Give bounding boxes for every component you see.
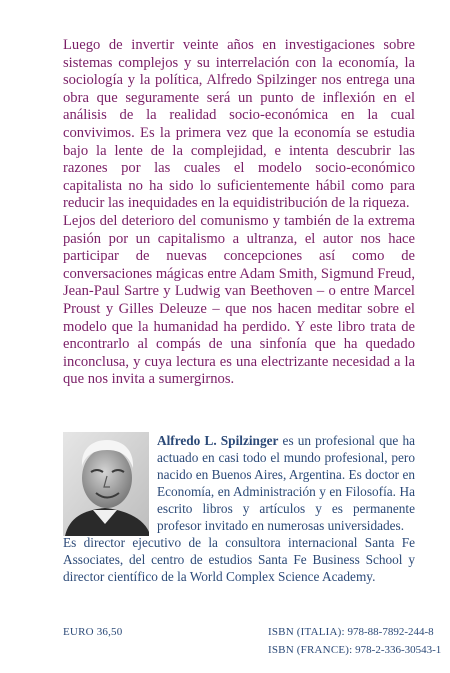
author-bio-text-2: Es director ejecutivo de la consultora internacional Santa Fe Associates, del centro de estudios Santa Fe Business School y director científico de la World Complex Science Academy. <box>63 535 415 584</box>
back-cover-blurb <box>63 37 415 389</box>
author-photo <box>63 432 149 536</box>
blurb-paragraph-2: Lejos del deterioro del comunismo y también de la extrema pasión por un capitalismo a ultranza, el autor nos hace participar de nuevas concepciones así como de conversaciones mágicas entre Adam Smith, Sigmund Freud, Jean-Paul Sartre y Ludwig van Beethoven – o entre Marcel Proust y Gilles Deleuze – que nos hacen meditar sobre el modelo que la humanidad ha perdido. Y este libro trata de encontrarlo al compás de una sinfonía que ha quedado inconclusa, y cuya lectura es una electrizante necesidad a la que nos invita a sumergirnos. <box>63 212 415 388</box>
blurb-paragraph-1: Luego de invertir veinte años en investigaciones sobre sistemas complejos y su interrelación con la economía, la sociología y la política, Alfredo Spilzinger nos entrega una obra que seguramente será un punto de inflexión en el análisis de la realidad socio-económica en la cual convivimos. Es la primera vez que la economía se estudia bajo la lente de la complejidad, e intenta descubrir las razones por las cuales el modelo socio-económico capitalista no ha sido lo suficientemente hábil como para reducir las inequidades en la equidistribución de la riqueza. <box>63 37 415 212</box>
isbn-france-label: ISBN (FRANCE): <box>268 644 353 656</box>
price-label: EURO 36,50 <box>63 626 123 638</box>
author-name: Alfredo L. Spilzinger <box>157 433 279 448</box>
author-bio-intro <box>157 432 415 534</box>
isbn-france <box>268 644 441 656</box>
isbn-france-value: 978-2-336-30543-1 <box>355 644 442 656</box>
isbn-italy <box>268 626 434 638</box>
isbn-italy-value: 978-88-7892-244-8 <box>347 626 434 638</box>
isbn-italy-label: ISBN (ITALIA): <box>268 626 345 638</box>
author-bio-text-1: es un profesional que ha actuado en casi todo el mundo profesional, pero nacido en Buenos Aires, Argentina. Es doctor en Economía, en Administración y en Filosofía. Ha escrito libros y artículos y es permanente profesor invitado en numerosas universidades. <box>157 433 416 533</box>
